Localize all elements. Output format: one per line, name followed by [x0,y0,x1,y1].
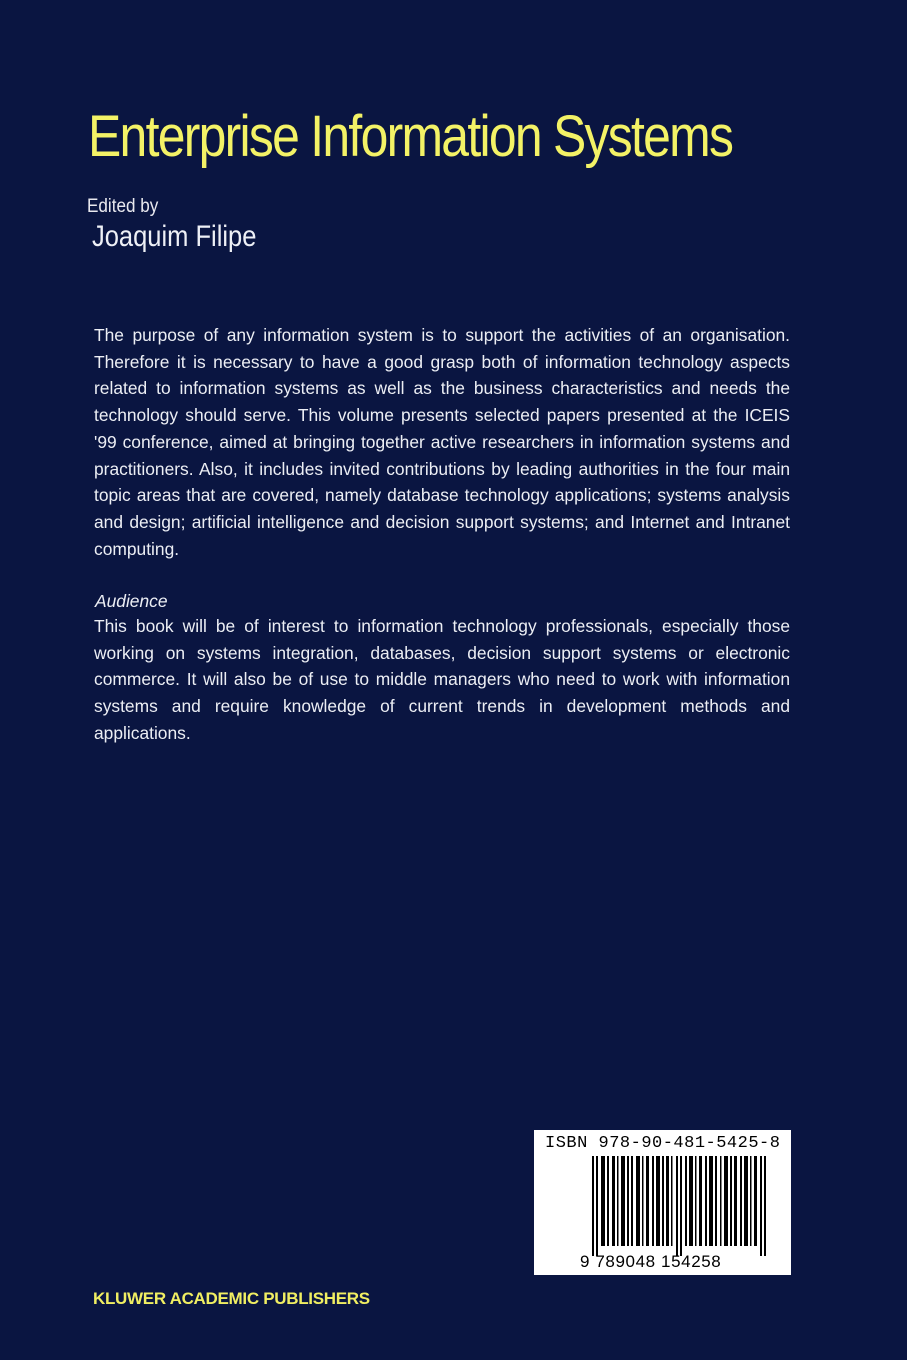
book-description: The purpose of any information system is to support the activities of an organisation. Therefore it is necessary to have a good grasp both of information technology aspects related to information systems as well as the business characteristics and needs the technology should serve. This volume presents selected papers presented at the ICEIS '99 conference, aimed at bringing together active researchers in information systems and practitioners. Also, it includes invited contributions by leading authorities in the four main topic areas that are covered, namely database technology applications; systems analysis and design; artificial intelligence and decision support systems; and Internet and Intranet computing. [94,325,790,559]
editor-name: Joaquim Filipe [92,220,257,253]
edited-by-label: Edited by [87,196,159,217]
audience-heading: Audience [95,591,168,611]
isbn-barcode-block [534,1130,791,1275]
book-title: Enterprise Information Systems [88,104,733,169]
barcode-icon [592,1156,767,1256]
isbn-number: ISBN 978-90-481-5425-8 [545,1134,781,1153]
barcode-number: 9 789048 154258 [580,1252,722,1271]
publisher-name: KLUWER ACADEMIC PUBLISHERS [93,1289,370,1308]
audience-description: This book will be of interest to information technology professionals, especially those working on systems integration, databases, decision support systems or electronic commerce. It will also be of use to middle managers who need to work with information systems and require knowledge of current trends in development methods and applications. [94,616,790,743]
